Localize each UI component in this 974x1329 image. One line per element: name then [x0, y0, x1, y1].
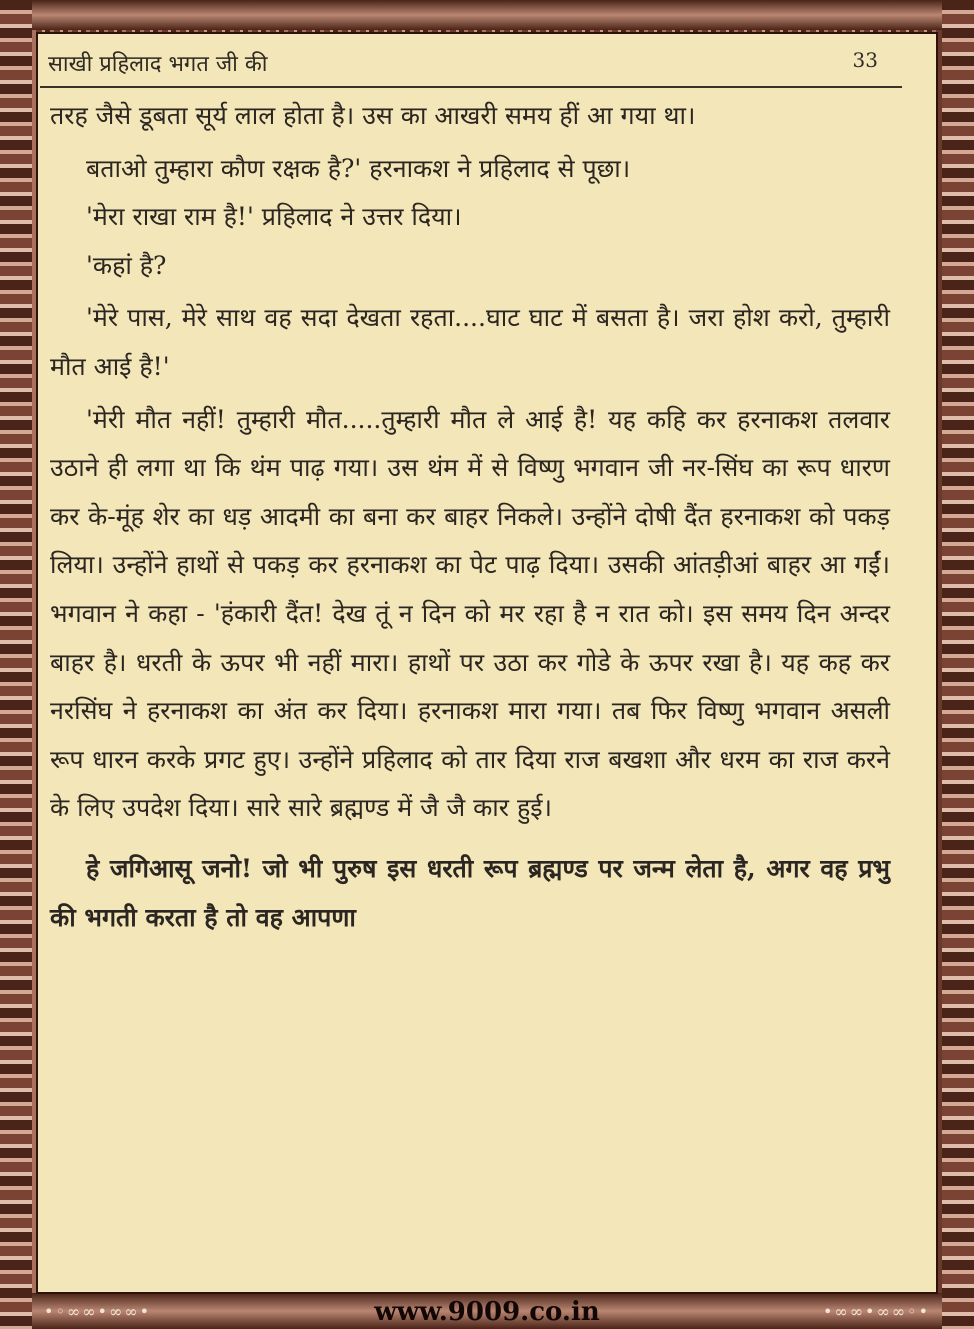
- header-title: साखी प्रहिलाद भगत जी की: [48, 52, 268, 77]
- border-right: [942, 0, 974, 1329]
- paragraph-7: हे जगिआसू जनो! जो भी पुरुष इस धरती रूप ब्रह्मण्ड पर जन्म लेता है, अगर वह प्रभु की भगती करता है तो वह आपणा: [50, 853, 890, 932]
- border-top: [0, 0, 974, 30]
- paragraph-3: 'मेरा राखा राम है!' प्रहिलाद ने उत्तर दिया।: [86, 202, 462, 232]
- border-left: [0, 0, 32, 1329]
- paragraph-5: 'मेरे पास, मेरे साथ वह सदा देखता रहता....घाट घाट में बसता है। जरा होश करो, तुम्हारी मौत आई है!': [50, 303, 890, 381]
- site-url[interactable]: www.9009.co.in: [374, 1297, 600, 1327]
- header-rule: [40, 86, 902, 88]
- running-header: [48, 48, 878, 78]
- paragraph-2: बताओ तुम्हारा कौण रक्षक है?' हरनाकश ने प्रहिलाद से पूछा।: [86, 153, 631, 183]
- footer-ornament-left: •◦∞∞•∞∞•: [44, 1302, 152, 1321]
- page-number: 33: [852, 48, 878, 72]
- footer: [0, 1296, 974, 1329]
- paragraph-1: तरह जैसे डूबता सूर्य लाल होता है। उस का आखरी समय हीं आ गया था।: [50, 101, 696, 130]
- paragraph-6: 'मेरी मौत नहीं! तुम्हारी मौत.....तुम्हारी मौत ले आई है! यह कहि कर हरनाकश तलवार उठाने ही लगा था कि थंम पाढ़ गया। उस थंम में से विष्णु भगवान जी नर-सिंघ का रूप धारण कर के-मूंह शेर का धड़ आदमी का बना कर बाहर निकले। उन्होंने दोषी दैंत हरनाकश को पकड़ लिया। उन्होंने हाथों से पकड़ कर हरनाकश का पेट पाढ़ दिया। उसकी आंतड़ीआं बाहर आ गईं। भगवान ने कहा - 'हंकारी दैंत! देख तूं न दिन को मर रहा है न रात को। इस समय दिन अन्दर बाहर है। धरती के ऊपर भी नहीं मारा। हाथों पर उठा कर गोडे के ऊपर रखा है। यह कह कर नरसिंघ ने हरनाकश का अंत कर दिया। हरनाकश मारा गया। तब फिर विष्णु भगवान असली रूप धारन करके प्रगट हुए। उन्होंने प्रहिलाद को तार दिया राज बखशा और धरम का राज करने के लिए उपदेश दिया। सारे सारे ब्रह्मण्ड में जै जै कार हुई।: [50, 404, 890, 823]
- paragraph-4: 'कहां है?: [86, 250, 167, 280]
- footer-ornament-right: •∞∞•∞∞◦•: [822, 1302, 930, 1321]
- page-body: [50, 92, 890, 942]
